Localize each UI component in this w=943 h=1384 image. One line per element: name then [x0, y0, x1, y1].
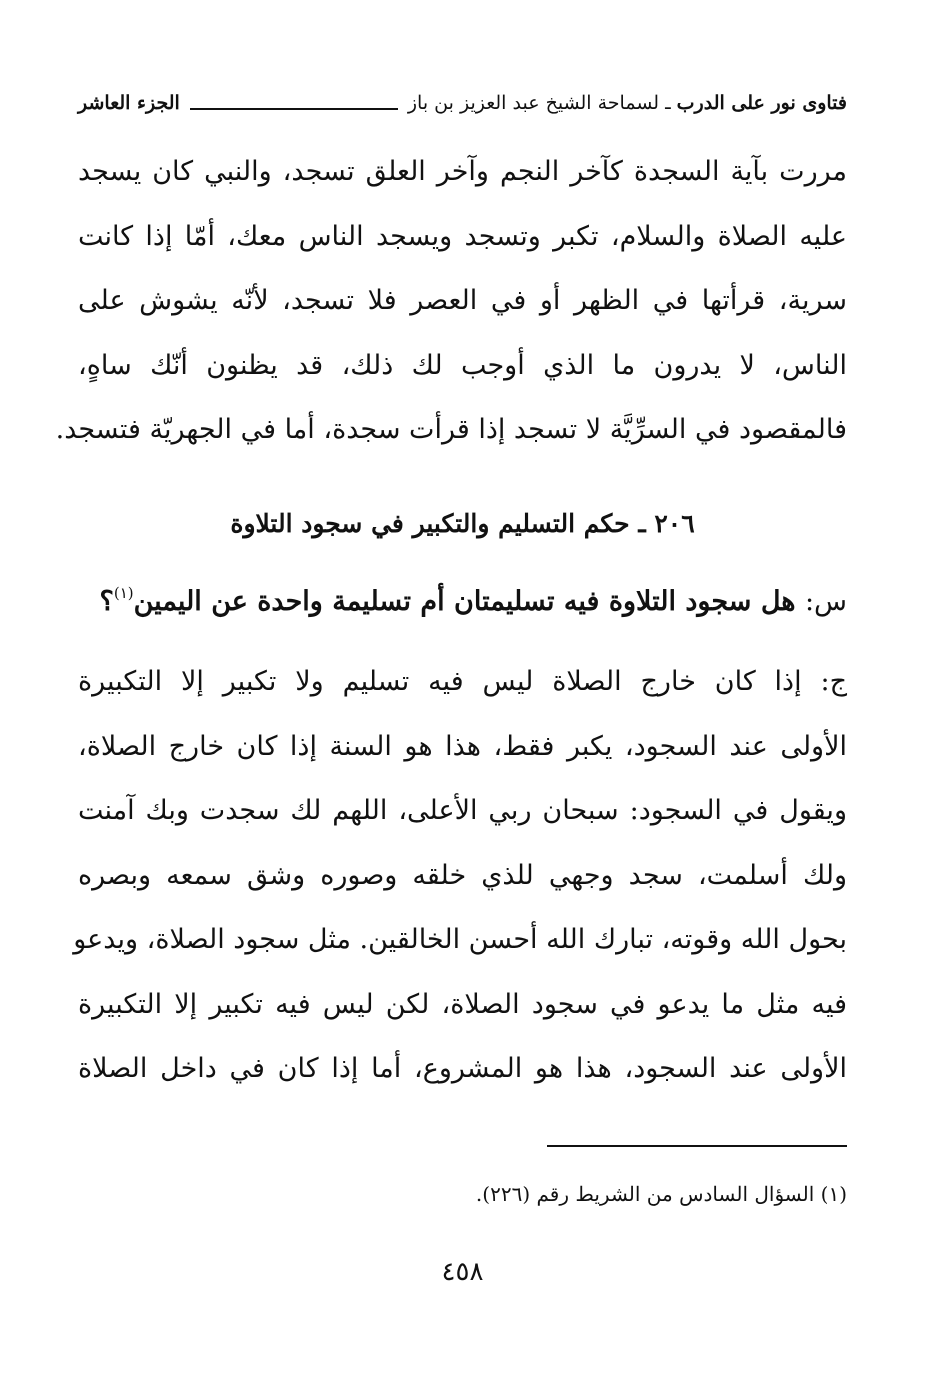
question-prefix: س: — [804, 586, 847, 617]
text-line: ج: إذا كان خارج الصلاة ليس فيه تسليم ولا تكبير إلا التكبيرة — [78, 666, 847, 697]
question-text: هل سجود التلاوة فيه تسليمتان أم تسليمة واحدة عن اليمين — [133, 586, 796, 617]
text-line: الأولى عند السجود، هذا هو المشروع، أما إذا كان في داخل الصلاة — [78, 1053, 847, 1084]
footnote-divider — [547, 1145, 847, 1147]
book-page — [55, 0, 847, 1384]
footnote: (١) السؤال السادس من الشريط رقم (٢٢٦). — [475, 1182, 847, 1206]
page-number: ٤٥٨ — [441, 1257, 484, 1287]
text-line: ويقول في السجود: سبحان ربي الأعلى، اللهم لك سجدت وبك آمنت — [78, 795, 847, 826]
answer-paragraph — [73, 650, 847, 1102]
text-line: فالمقصود في السرِّيَّة لا تسجد إذا قرأت سجدة، أما في الجهريّة فتسجد. — [55, 414, 847, 445]
book-title: فتاوى نور على الدرب — [676, 92, 847, 114]
text-line: ولك أسلمت، سجد وجهي للذي خلقه وصوره وشق سمعه وبصره — [78, 859, 847, 891]
text-line: مررت بآية السجدة كآخر النجم وآخر العلق تسجد، والنبي كان يسجد — [78, 156, 847, 187]
question-mark: ؟ — [99, 586, 114, 617]
running-header — [78, 86, 847, 120]
paragraph-continued — [55, 140, 847, 463]
text-line: سرية، قرأتها في الظهر أو في العصر فلا تسجد، لأنّه يشوش على — [78, 285, 847, 316]
section-heading: ٢٠٦ ـ حكم التسليم والتكبير في سجود التلاوة — [230, 509, 695, 538]
author-name: لسماحة الشيخ عبد العزيز بن باز — [407, 92, 660, 114]
question — [78, 570, 847, 634]
text-line: فيه مثل ما يدعو في سجود الصلاة، لكن ليس فيه تكبير إلا التكبيرة — [78, 988, 847, 1020]
text-line: الأولى عند السجود، يكبر فقط، هذا هو السنة إذا كان خارج الصلاة، — [78, 730, 847, 762]
footnote-reference[interactable]: (١) — [113, 584, 134, 602]
text-line: الناس، لا يدرون ما الذي أوجب لك ذلك، قد يظنون أنّك ساهٍ، — [78, 349, 847, 381]
part-label: الجزء العاشر — [78, 92, 180, 114]
text-line: عليه الصلاة والسلام، تكبر وتسجد ويسجد الناس معك، أمّا إذا كانت — [78, 220, 847, 252]
header-rule — [190, 108, 398, 110]
text-line: بحول الله وقوته، تبارك الله أحسن الخالقين. مثل سجود الصلاة، ويدعو — [73, 924, 847, 955]
header-separator: ـ — [665, 92, 671, 114]
